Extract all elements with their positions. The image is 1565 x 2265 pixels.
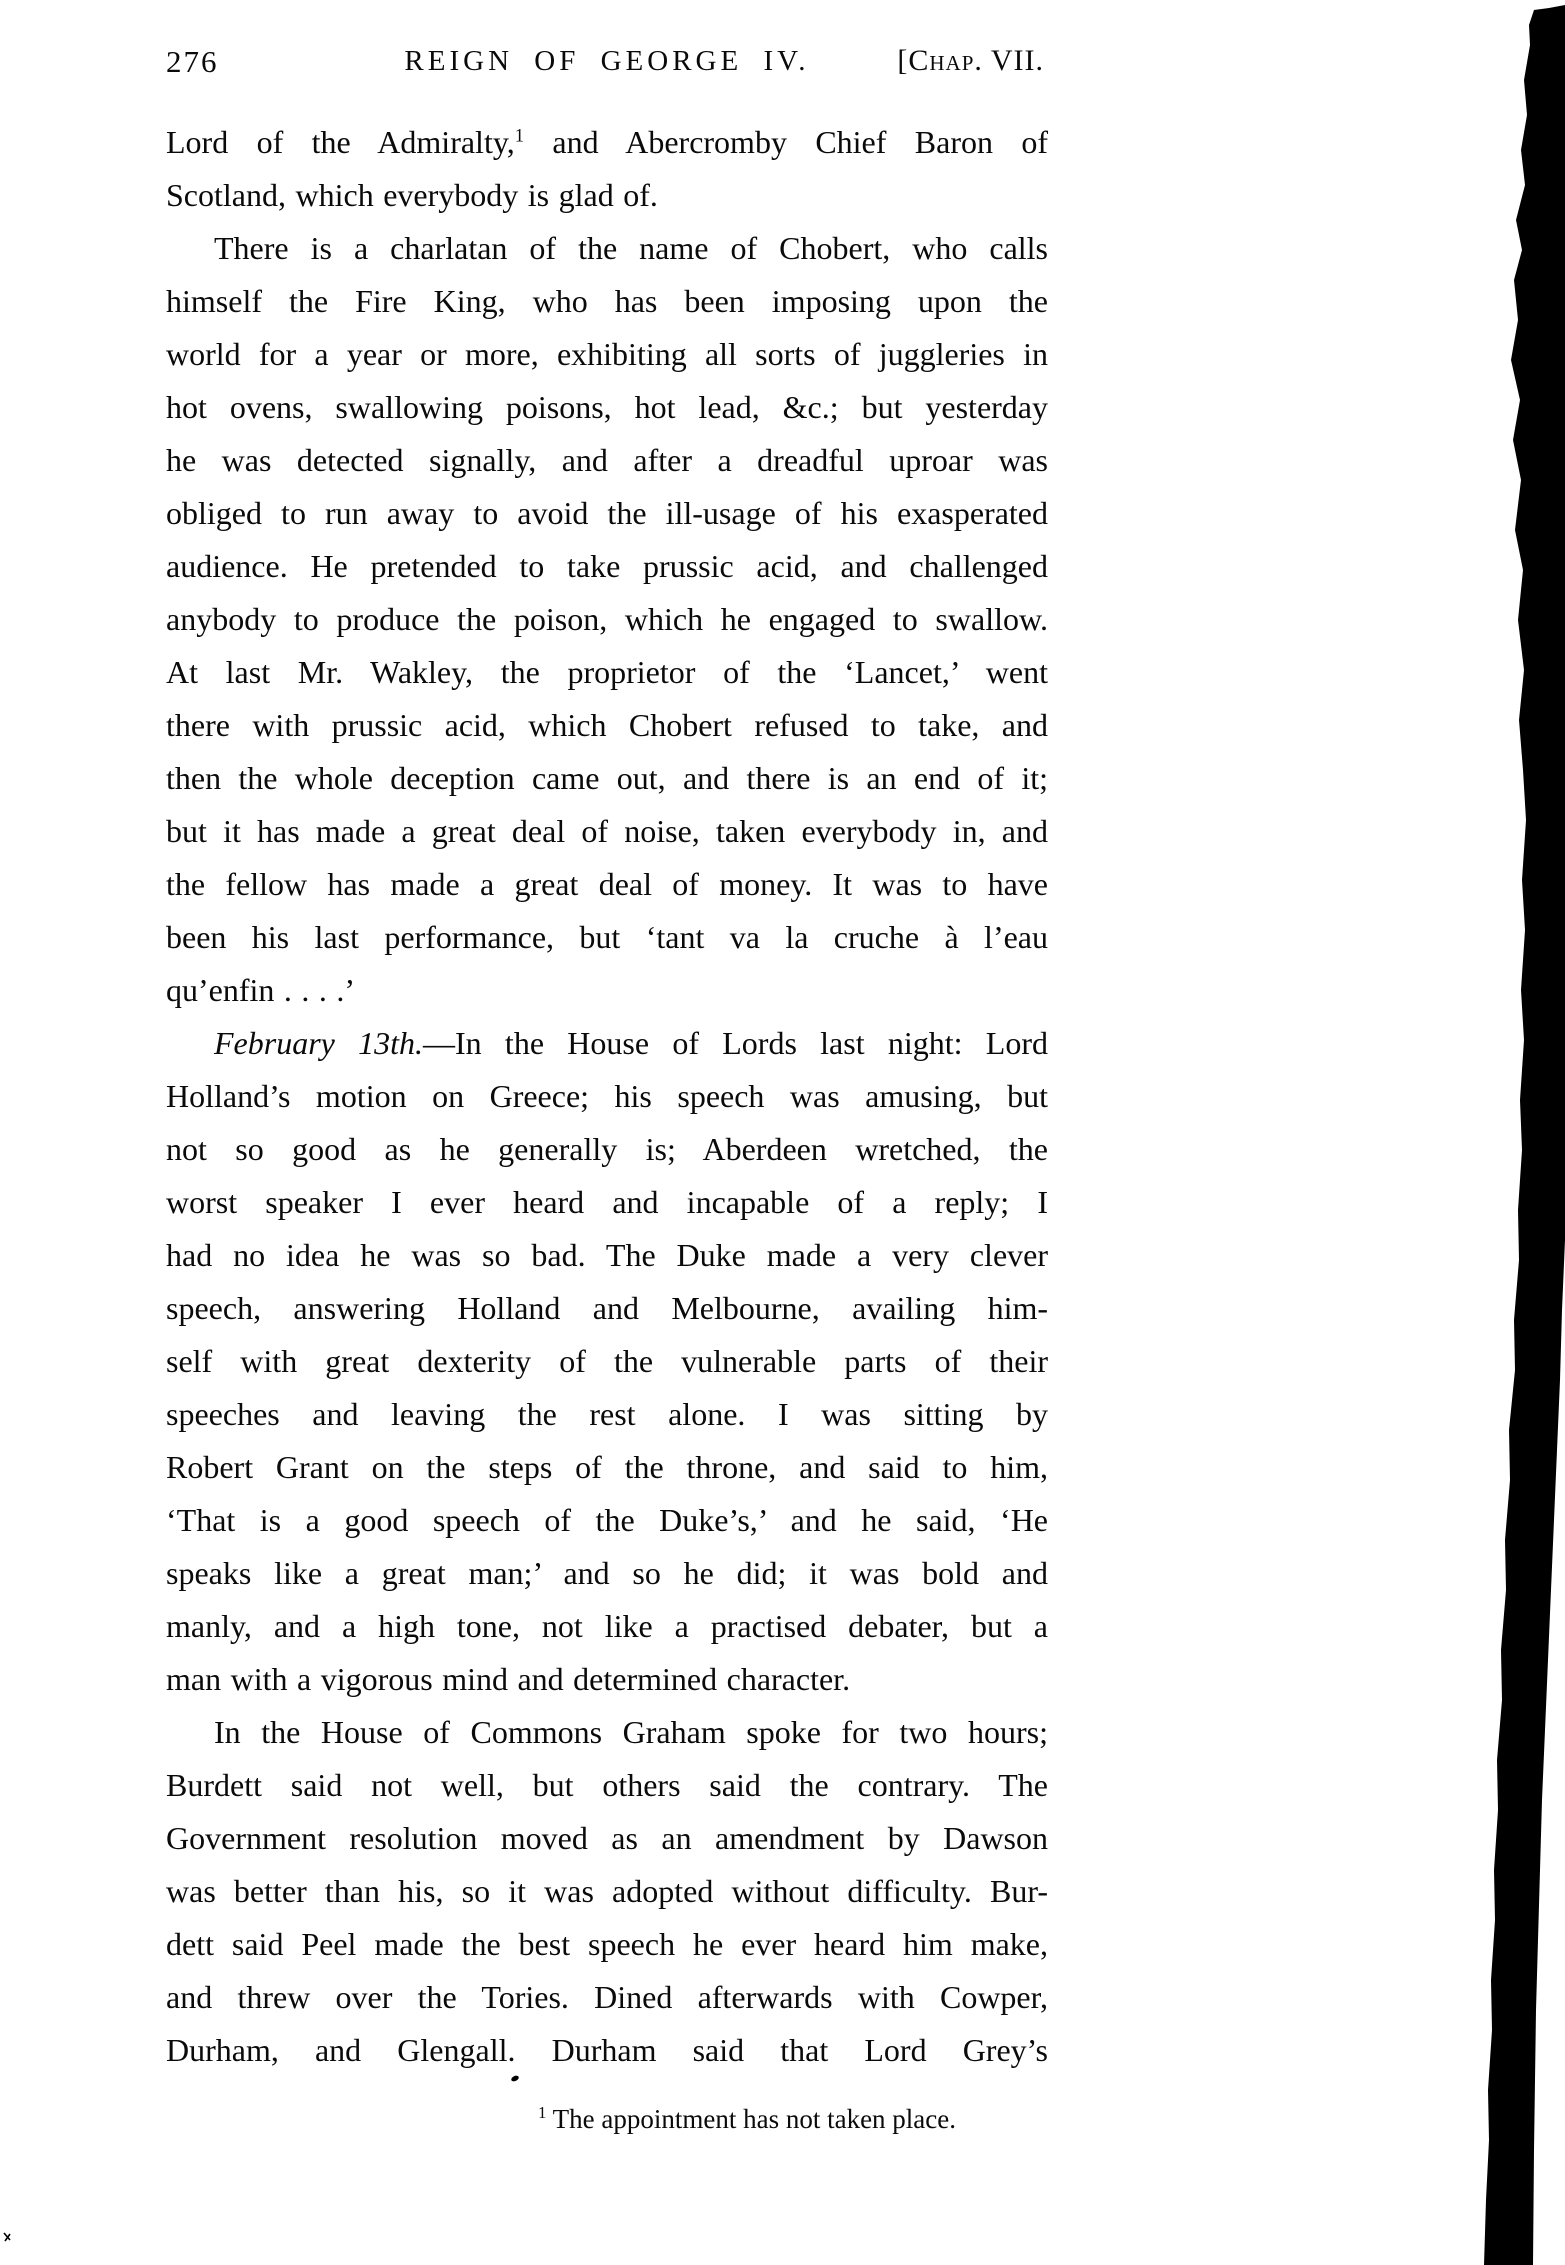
ink-speck-icon [3,2231,13,2242]
text-line: but it has made a great deal of noise, taken everybody in, and [166,813,1048,849]
text-block [166,116,1048,2077]
footnote-reference: 1 [514,125,525,147]
footnote [166,2104,1518,2135]
chapter-label: [Chap. VII. [897,44,1044,77]
text-line: Durham, and Glengall. Durham said that Lord Grey’s [166,2032,1048,2068]
text-line [166,1017,1048,1070]
text-line: been his last performance, but ‘tant va la cruche à l’eau [166,919,1048,955]
text-line: then the whole deception came out, and there is an end of it; [166,760,1048,796]
text-line: speaks like a great man;’ and so he did; it was bold and [166,1555,1048,1591]
text-line: Holland’s motion on Greece; his speech was amusing, but [166,1078,1048,1114]
text-line: there with prussic acid, which Chobert refused to take, and [166,707,1048,743]
text-segment: and Abercromby Chief Baron of [524,124,1049,160]
page-number: 276 [166,44,219,79]
text-line: had no idea he was so bad. The Duke made a very clever [166,1237,1048,1273]
text-line: audience. He pretended to take prussic acid, and challenged [166,548,1048,584]
text-line: world for a year or more, exhibiting all sorts of juggleries in [166,336,1048,372]
running-header [166,44,1048,84]
scan-artifact-band [1465,0,1565,2265]
text-line: qu’enfin . . . .’ [166,972,356,1008]
text-line: dett said Peel made the best speech he ever heard him make, [166,1926,1048,1962]
text-line: himself the Fire King, who has been imposing upon the [166,283,1048,319]
paragraph [166,222,1048,1017]
text-line: hot ovens, swallowing poisons, hot lead, &c.; but yesterday [166,389,1048,425]
text-line: and threw over the Tories. Dined afterwards with Cowper, [166,1979,1048,2015]
text-segment: February 13th. [214,1025,424,1061]
text-line: worst speaker I ever heard and incapable of a reply; I [166,1184,1048,1220]
text-line: not so good as he generally is; Aberdeen wretched, the [166,1131,1048,1167]
text-line: was better than his, so it was adopted without difficulty. Bur- [166,1873,1048,1909]
text-line: There is a charlatan of the name of Chobert, who calls [214,230,1048,266]
text-line: speeches and leaving the rest alone. I was sitting by [166,1396,1048,1432]
text-line: obliged to run away to avoid the ill-usage of his exasperated [166,495,1048,531]
text-line: Scotland, which everybody is glad of. [166,177,658,213]
text-segment: Lord of the Admiralty, [166,124,515,160]
footnote-text: The appointment has not taken place. [552,2104,957,2134]
text-line: he was detected signally, and after a dreadful uproar was [166,442,1048,478]
text-line: Government resolution moved as an amendment by Dawson [166,1820,1048,1856]
paragraph [166,116,1048,222]
text-line: speech, answering Holland and Melbourne, availing him- [166,1290,1048,1326]
paragraph [166,1706,1048,2077]
text-line: Robert Grant on the steps of the throne, and said to him, [166,1449,1048,1485]
text-line: man with a vigorous mind and determined character. [166,1661,851,1697]
text-line: anybody to produce the poison, which he engaged to swallow. [166,601,1048,637]
text-line: manly, and a high tone, not like a practised debater, but a [166,1608,1048,1644]
text-segment: —In the House of Lords last night: Lord [423,1025,1049,1061]
footnote-marker: 1 [538,2103,547,2122]
paragraph [166,1017,1048,1706]
text-line: At last Mr. Wakley, the proprietor of the ‘Lancet,’ went [166,654,1048,690]
text-line [166,116,1048,169]
running-title: REIGN OF GEORGE IV. [404,45,810,77]
text-line: ‘That is a good speech of the Duke’s,’ and he said, ‘He [166,1502,1048,1538]
text-line: self with great dexterity of the vulnerable parts of their [166,1343,1048,1379]
text-line: Burdett said not well, but others said the contrary. The [166,1767,1048,1803]
text-line: In the House of Commons Graham spoke for two hours; [214,1714,1048,1750]
text-line: the fellow has made a great deal of money. It was to have [166,866,1048,902]
